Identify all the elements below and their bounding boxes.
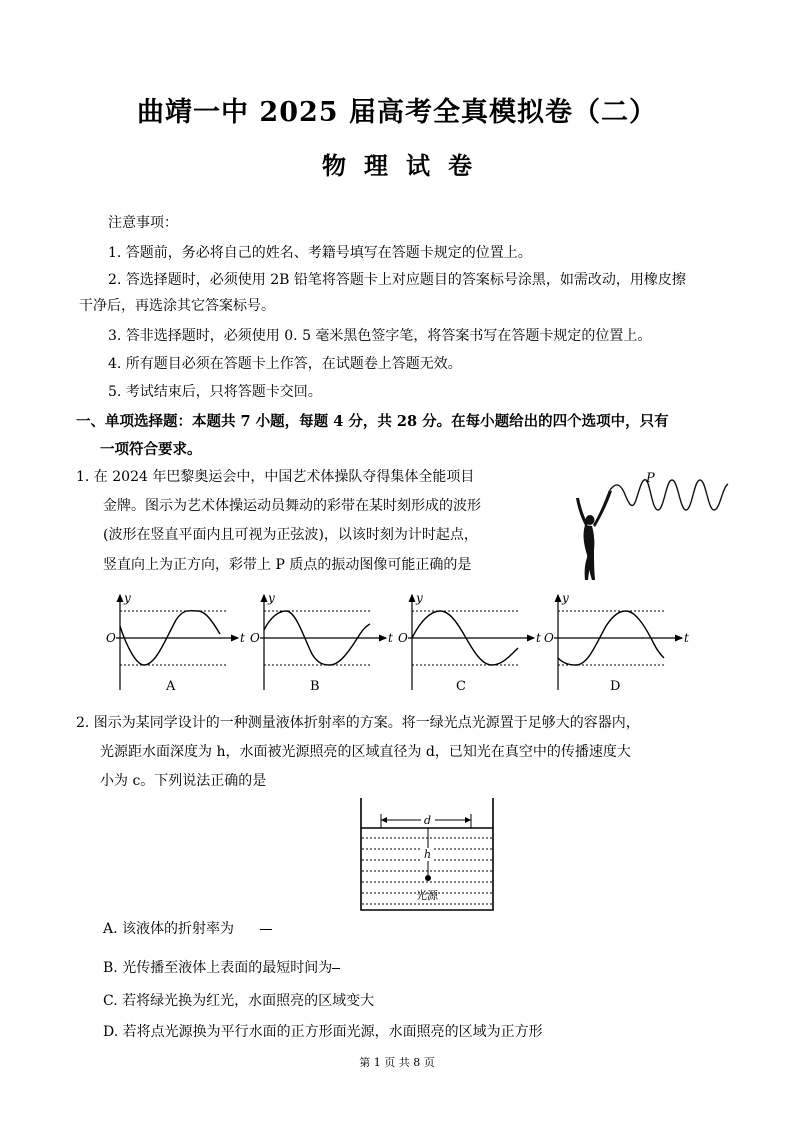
svg-text:y: y <box>268 591 275 605</box>
svg-text:y: y <box>124 591 131 605</box>
svg-text:O: O <box>398 631 408 645</box>
svg-text:t: t <box>684 631 689 645</box>
answer-graphs <box>98 590 698 700</box>
notice-item: 4. 所有题目必须在答题卡上作答，在试题卷上答题无效。 <box>108 356 462 372</box>
section-heading: 一、单项选择题：本题共 7 小题，每题 4 分，共 28 分。在每小题给出的四个选项中，只有 <box>76 413 669 430</box>
svg-text:y: y <box>562 591 569 605</box>
q2-text: 小为 c。下列说法正确的是 <box>100 773 267 789</box>
notice-heading: 注意事项： <box>108 215 178 231</box>
ribbon-wave <box>624 480 728 510</box>
svg-text:y: y <box>416 591 423 605</box>
page-subtitle: 物理试卷 <box>322 151 490 180</box>
svg-text:t: t <box>240 631 245 645</box>
container-figure <box>358 796 498 914</box>
d-label: d <box>424 814 432 827</box>
section-heading-cont: 一项符合要求。 <box>100 441 202 458</box>
svg-text:t: t <box>388 631 393 645</box>
page-title: 曲靖一中 2025 届高考全真模拟卷（二） <box>137 97 657 128</box>
page-number: 第 1 页 共 8 页 <box>359 1056 435 1069</box>
graph-a <box>106 591 245 694</box>
svg-text:D: D <box>610 679 621 694</box>
notice-item: 2. 答选择题时，必须使用 2B 铅笔将答题卡上对应题目的答案标号涂黑，如需改动，用橡皮擦 <box>108 272 686 288</box>
h-label: h <box>424 848 432 861</box>
notice-item: 5. 考试结束后，只将答题卡交回。 <box>108 384 322 400</box>
q1-text: (波形在竖直平面内且可视为正弦波)，以该时刻为计时起点， <box>103 527 478 543</box>
q1-text: 1. 在 2024 年巴黎奥运会中，中国艺术体操队夺得集体全能项目 <box>76 469 475 485</box>
light-source-label: 光源 <box>416 889 438 902</box>
q1-text: 金牌。图示为艺术体操运动员舞动的彩带在某时刻形成的波形 <box>103 498 481 514</box>
svg-text:O: O <box>544 631 554 645</box>
q2-text: 光源距水面深度为 h，水面被光源照亮的区域直径为 d，已知光在真空中的传播速度大 <box>100 744 631 760</box>
notice-item: 3. 答非选择题时，必须使用 0. 5 毫米黑色签字笔，将答案书写在答题卡规定的位置上。 <box>108 328 652 344</box>
light-source-dot <box>425 875 431 881</box>
gymnast-figure <box>570 470 735 585</box>
svg-text:B: B <box>310 679 320 694</box>
notice-item: 1. 答题前，务必将自己的姓名、考籍号填写在答题卡规定的位置上。 <box>108 245 532 261</box>
fraction-bar <box>260 929 272 930</box>
graph-c <box>398 591 541 694</box>
svg-text:O: O <box>106 631 116 645</box>
fraction-bar <box>332 968 340 969</box>
q2-option-a: A. 该液体的折射率为 <box>103 921 235 937</box>
svg-text:C: C <box>456 679 466 694</box>
q2-option-b: B. 光传播至液体上表面的最短时间为 <box>103 960 333 976</box>
svg-text:t: t <box>536 631 541 645</box>
svg-text:A: A <box>166 679 176 694</box>
svg-text:O: O <box>250 631 260 645</box>
q1-text: 竖直向上为正方向，彩带上 P 质点的振动图像可能正确的是 <box>103 557 472 573</box>
graph-b <box>250 591 393 694</box>
q2-option-c: C. 若将绿光换为红光，水面照亮的区域变大 <box>103 993 375 1009</box>
point-p-label: P <box>646 471 655 486</box>
q2-option-d: D. 若将点光源换为平行水面的正方形面光源，水面照亮的区域为正方形 <box>103 1024 543 1040</box>
graph-d <box>544 591 689 694</box>
q2-text: 2. 图示为某同学设计的一种测量液体折射率的方案。将一绿光点光源置于足够大的容器内， <box>76 715 640 731</box>
notice-item: 干净后，再选涂其它答案标号。 <box>79 298 275 314</box>
